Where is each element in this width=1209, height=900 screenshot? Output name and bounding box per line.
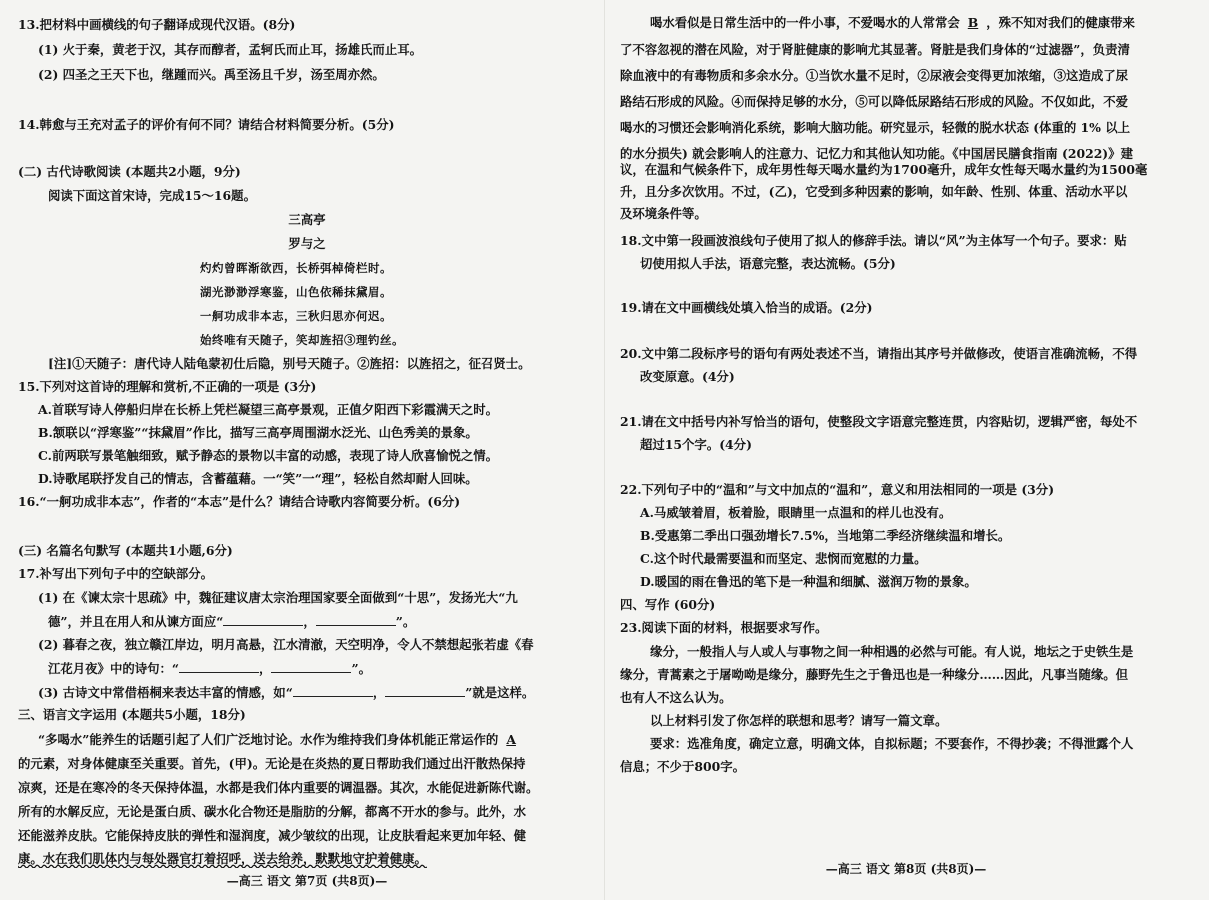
question-19: 19.请在文中画横线处填入恰当的成语。(2分) xyxy=(620,300,873,315)
question-17-item-1-line-1: (1) 在《谏太宗十思疏》中，魏征建议唐太宗治理国家要全面做到“十思”，发扬光大“九 xyxy=(38,590,518,605)
passage-line-5: 还能滋养皮肤。它能保持皮肤的弹性和湿润度，减少皱纹的出现，让皮肤看起来更加年轻、健 xyxy=(18,828,527,843)
question-17-item-3-sep: ， xyxy=(372,685,386,700)
question-21-line-2: 超过15个字。(4分) xyxy=(640,437,752,452)
passage2-line-1 xyxy=(620,14,1192,32)
question-13-item-2: (2) 四圣之王天下也，继踵而兴。禹至汤且千岁，汤至周亦然。 xyxy=(38,67,385,82)
question-15-option-b: B.颔联以“浮寒鉴”“抹黛眉”作比，描写三高亭周围湖水泛光、山色秀美的景象。 xyxy=(38,425,478,440)
question-20-line-2: 改变原意。(4分) xyxy=(640,369,735,384)
answer-blank[interactable] xyxy=(223,612,303,626)
poem-author: 罗与之 xyxy=(288,236,326,251)
question-22-option-c: C.这个时代最需要温和而坚定、悲悯而宽慰的力量。 xyxy=(640,551,927,566)
passage2-line-2: 了不容忽视的潜在风险，对于肾脏健康的影响尤其显著。肾脏是我们身体的“过滤器”，负责清 xyxy=(620,42,1130,57)
passage-line-6-wavy: 康。水在我们肌体内与每处器官打着招呼，送去给养，默默地守护着健康。 xyxy=(18,851,427,866)
question-17-item-1-end: ”。 xyxy=(395,614,416,629)
page-footer-7: —高三 语文 第7页 (共8页)— xyxy=(226,874,388,888)
question-17-item-1-line-2: 德”，并且在用人和从谏方面应“ ， ”。 xyxy=(48,614,416,629)
blank-a: A xyxy=(506,732,516,747)
poem-line-1: 灼灼曾晖渐欲西，长桥弭棹倚栏时。 xyxy=(200,261,392,275)
page-divider xyxy=(604,0,605,900)
passage2-line-9: 及环境条件等。 xyxy=(620,206,707,221)
question-17-item-3-text: (3) 古诗文中常借梧桐来表达丰富的情感，如“ xyxy=(38,685,293,700)
question-15-option-c: C.前两联写景笔触细致，赋予静态的景物以丰富的动感，表现了诗人欣喜愉悦之情。 xyxy=(38,448,499,463)
question-17: 17.补写出下列句子中的空缺部分。 xyxy=(18,566,214,581)
page-7 xyxy=(18,0,596,900)
passage-line-2: 的元素，对身体健康至关重要。首先，(甲)。无论是在炎热的夏日帮助我们通过出汗散热保持 xyxy=(18,756,526,771)
page-8 xyxy=(620,0,1192,900)
passage2-line-4: 路结石形成的风险。④而保持足够的水分，⑤可以降低尿路结石形成的风险。不仅如此，不爱 xyxy=(620,94,1129,109)
passage2-line-1-text: 喝水看似是日常生活中的一件小事，不爱喝水的人常常会 xyxy=(650,15,960,30)
passage2-line-1-end: ，殊不知对我们的健康带来 xyxy=(986,15,1135,30)
question-17-item-2-sep: ， xyxy=(259,661,272,676)
question-21-line-1: 21.请在文中括号内补写恰当的语句，使整段文字语意完整连贯，内容贴切，逻辑严密，每处不 xyxy=(620,414,1138,429)
writing-requirements-line-2: 信息；不少于800字。 xyxy=(620,759,745,774)
question-15-option-a: A.首联写诗人停船归岸在长桥上凭栏凝望三高亭景观，正值夕阳西下彩霞满天之时。 xyxy=(38,402,498,417)
question-17-item-1-text: 德”，并且在用人和从谏方面应“ xyxy=(48,614,224,629)
poetry-intro: 阅读下面这首宋诗，完成15～16题。 xyxy=(48,188,256,203)
section-writing-heading: 四、写作 (60分) xyxy=(620,597,716,612)
question-17-item-3-end: ”就是这样。 xyxy=(465,685,535,700)
answer-blank[interactable] xyxy=(179,659,259,673)
question-15-option-d: D.诗歌尾联抒发自己的情志，含蓄蕴藉。一“笑”一“理”，轻松自然却耐人回味。 xyxy=(38,471,478,486)
answer-blank[interactable] xyxy=(293,683,373,697)
question-22-option-b: B.受惠第二季出口强劲增长7.5%，当地第二季经济继续温和增长。 xyxy=(640,528,1011,543)
writing-requirements-line-1: 要求：选准角度，确定立意，明确文体，自拟标题；不要套作，不得抄袭；不得泄露个人 xyxy=(650,736,1134,751)
question-17-item-2-end: ”。 xyxy=(351,661,371,676)
question-15: 15.下列对这首诗的理解和赏析,不正确的一项是 (3分) xyxy=(18,379,317,394)
question-17-item-3 xyxy=(18,683,596,702)
passage2-line-3: 除血液中的有毒物质和多余水分。①当饮水量不足时，②尿液会变得更加浓缩，③这造成了尿 xyxy=(620,68,1129,83)
question-18-line-1: 18.文中第一段画波浪线句子使用了拟人的修辞手法。请以“风”为主体写一个句子。要求：贴 xyxy=(620,233,1127,248)
passage2-line-6: 的水分损失) 就会影响人的注意力、记忆力和其他认知功能。《中国居民膳食指南 (2022)》建 xyxy=(620,146,1133,161)
question-22-option-a: A.马威皱着眉，板着脸，眼睛里一点温和的样儿也没有。 xyxy=(640,505,952,520)
question-13-item-1: (1) 火于秦，黄老于汉，其存而醇者，孟轲氏而止耳，扬雄氏而止耳。 xyxy=(38,42,422,57)
question-13: 13.把材料中画横线的句子翻译成现代汉语。(8分) xyxy=(18,17,296,32)
question-22-option-d: D.暖国的雨在鲁迅的笔下是一种温和细腻、滋润万物的景象。 xyxy=(640,574,977,589)
question-23: 23.阅读下面的材料，根据要求写作。 xyxy=(620,620,828,635)
writing-prompt: 以上材料引发了你怎样的联想和思考？请写一篇文章。 xyxy=(650,713,948,728)
poem-title: 三高亭 xyxy=(288,212,326,227)
poem-note: [注]①天随子：唐代诗人陆龟蒙初仕后隐，别号天随子。②旌招：以旌招之，征召贤士。 xyxy=(48,356,531,371)
question-17-item-2-line-2 xyxy=(18,659,596,678)
section-recitation-heading: (三) 名篇名句默写 (本题共1小题,6分) xyxy=(18,543,233,558)
blank-b: B xyxy=(967,15,979,30)
page-footer-8: —高三 语文 第8页 (共8页)— xyxy=(825,862,987,876)
answer-blank[interactable] xyxy=(385,683,465,697)
section-language-heading: 三、语言文字运用 (本题共5小题，18分) xyxy=(18,707,246,722)
material-line-3: 也有人不这么认为。 xyxy=(620,690,732,705)
passage2-line-5: 喝水的习惯还会影响消化系统，影响大脑功能。研究显示，轻微的脱水状态 (体重的 1% 以上 xyxy=(620,120,1131,135)
poem-line-4: 始终唯有天随子，笑却旌招③理钓丝。 xyxy=(200,333,404,347)
material-line-2: 缘分，青蒿素之于屠呦呦是缘分，藤野先生之于鲁迅也是一种缘分……因此，凡事当随缘。但 xyxy=(620,667,1129,682)
question-18-line-2: 切使用拟人手法，语意完整，表达流畅。(5分) xyxy=(640,256,896,271)
passage2-line-7: 议，在温和气候条件下，成年男性每天喝水量约为1700毫升，成年女性每天喝水量约为1500毫 xyxy=(620,162,1148,177)
answer-blank[interactable] xyxy=(271,659,351,673)
poem-line-2: 湖光渺渺浮寒鉴，山色依稀抹黛眉。 xyxy=(200,285,392,299)
answer-blank[interactable] xyxy=(316,612,396,626)
passage-line-3: 凉爽，还是在寒冷的冬天保持体温，水都是我们体内重要的调温器。其次，水能促进新陈代谢。 xyxy=(18,780,539,795)
question-14: 14.韩愈与王充对孟子的评价有何不同？请结合材料简要分析。(5分) xyxy=(18,117,395,132)
passage-line-1-text: “多喝水”能养生的话题引起了人们广泛地讨论。水作为维持我们身体机能正常运作的 xyxy=(38,732,499,747)
question-17-item-2-line-1: (2) 暮春之夜，独立赣江岸边，明月高悬，江水清澈，天空明净，令人不禁想起张若虚《春 xyxy=(38,637,534,652)
question-22: 22.下列句子中的“温和”与文中加点的“温和”，意义和用法相同的一项是 (3分) xyxy=(620,482,1055,497)
passage-line-1 xyxy=(18,731,596,749)
material-line-1: 缘分，一般指人与人或人与事物之间一种相遇的必然与可能。有人说，地坛之于史铁生是 xyxy=(650,644,1134,659)
question-20-line-1: 20.文中第二段标序号的语句有两处表述不当，请指出其序号并做修改，使语言准确流畅，不得 xyxy=(620,346,1138,361)
question-17-item-2-text: 江花月夜》中的诗句：“ xyxy=(48,661,180,676)
section-poetry-heading: (二) 古代诗歌阅读 (本题共2小题，9分) xyxy=(18,164,241,179)
question-16: 16.“一舸功成非本志”，作者的“本志”是什么？请结合诗歌内容简要分析。(6分) xyxy=(18,494,461,509)
passage2-line-8: 升，且分多次饮用。不过，(乙)，它受到多种因素的影响，如年龄、性别、体重、活动水平以 xyxy=(620,184,1128,199)
passage-line-4: 所有的水解反应，无论是蛋白质、碳水化合物还是脂肪的分解，都离不开水的参与。此外，水 xyxy=(18,804,527,819)
poem-line-3: 一舸功成非本志，三秋归思亦何迟。 xyxy=(200,309,392,323)
